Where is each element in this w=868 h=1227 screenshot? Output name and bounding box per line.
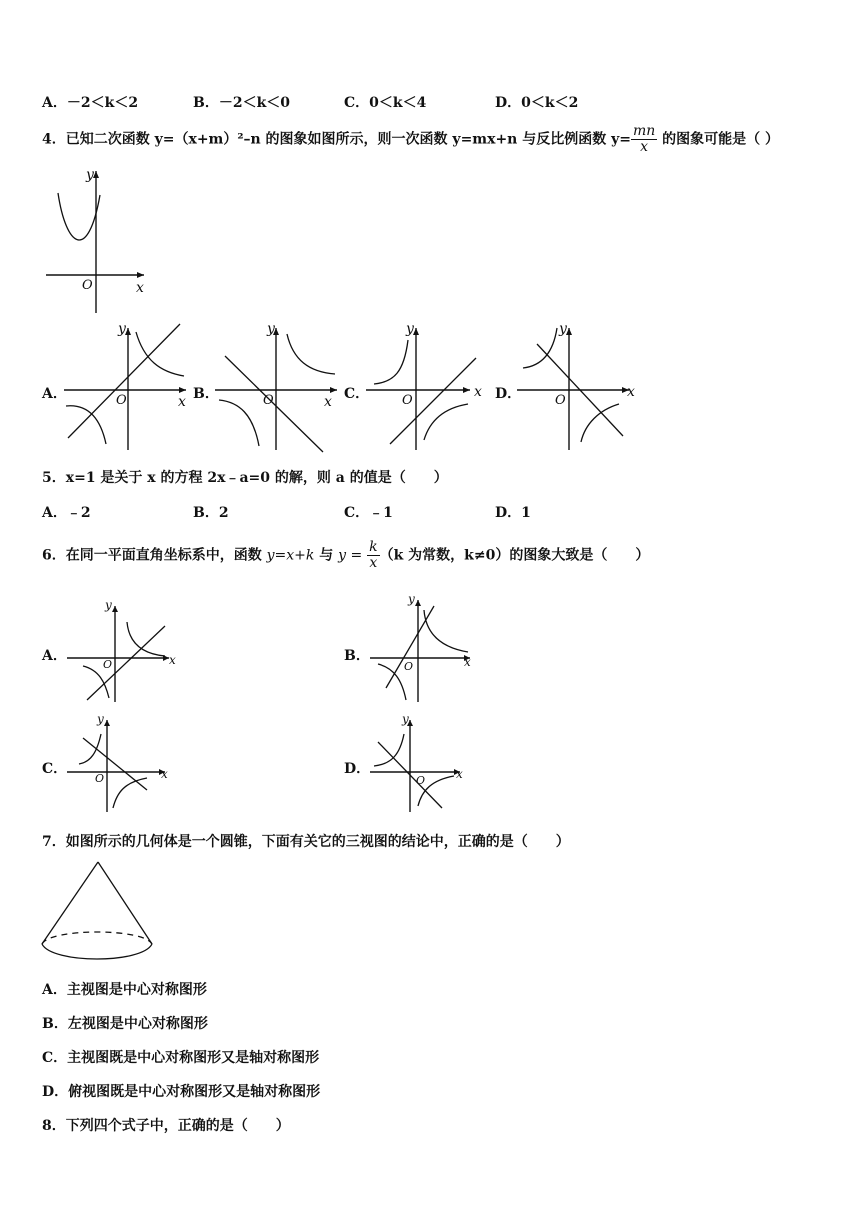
axis-x-label: x <box>136 280 144 296</box>
q4-parabola-graph <box>40 165 150 315</box>
option-letter: D． <box>42 1084 69 1100</box>
q4-option-d-graph[interactable] <box>515 320 665 450</box>
svg-text:O: O <box>103 658 113 671</box>
svg-text:O: O <box>402 393 413 408</box>
svg-text:y: y <box>105 598 112 612</box>
q6-mid: 与 <box>314 547 339 564</box>
q4-option-b-label[interactable]: B． <box>193 386 219 402</box>
q4-fraction <box>631 124 657 155</box>
q4-prefix: 4．已知二次函数 y=（x+m）²–n 的图象如图所示，则一次函数 y=mx+n 与反比例函数 y= <box>42 131 631 148</box>
option-letter: D． <box>495 95 522 111</box>
q7-option-a[interactable] <box>42 979 207 999</box>
svg-text:O: O <box>404 660 414 673</box>
svg-text:y: y <box>559 321 567 337</box>
q5-option-d[interactable] <box>495 502 531 522</box>
q4-frac-den: x <box>640 139 649 155</box>
option-letter: C． <box>344 505 370 521</box>
q6-option-c-label[interactable]: C． <box>42 761 68 777</box>
option-letter: B． <box>193 95 219 111</box>
q7-option-c[interactable] <box>42 1047 319 1067</box>
q3-option-a[interactable] <box>42 92 138 112</box>
svg-text:O: O <box>555 393 566 408</box>
q4-option-d-label[interactable]: D． <box>495 386 522 402</box>
q4-stem <box>42 124 779 155</box>
q5-option-a[interactable] <box>42 502 91 522</box>
option-letter: B． <box>193 505 219 521</box>
option-text: 1 <box>521 505 531 521</box>
option-letter: A． <box>42 95 67 111</box>
q7-stem: 7．如图所示的几何体是一个圆锥，下面有关它的三视图的结论中，正确的是（ ） <box>42 834 570 850</box>
svg-text:y: y <box>402 712 409 726</box>
q6-option-d-graph[interactable] <box>368 712 488 812</box>
svg-text:x: x <box>464 655 471 669</box>
q3-option-d[interactable] <box>495 92 578 112</box>
svg-text:O: O <box>263 393 274 408</box>
option-text: 俯视图既是中心对称图形又是轴对称图形 <box>68 1084 321 1100</box>
q6-func2-lhs: y = <box>338 547 363 564</box>
q5-option-c[interactable] <box>344 502 393 522</box>
option-text: －2＜k＜2 <box>66 95 139 111</box>
q5-option-b[interactable] <box>193 502 229 522</box>
axis-y-label: y <box>86 167 94 183</box>
option-letter: B． <box>42 1016 68 1032</box>
svg-text:x: x <box>178 394 186 410</box>
q6-option-c-graph[interactable] <box>65 712 180 812</box>
origin-label: O <box>82 278 93 293</box>
svg-text:x: x <box>169 653 176 667</box>
option-text: 0＜k＜2 <box>521 95 579 111</box>
option-text: 主视图既是中心对称图形又是轴对称图形 <box>67 1050 320 1066</box>
svg-text:x: x <box>456 767 463 781</box>
option-letter: C． <box>42 1050 68 1066</box>
svg-text:x: x <box>627 384 635 400</box>
svg-text:x: x <box>161 767 168 781</box>
option-text: 2 <box>218 505 229 521</box>
svg-text:O: O <box>416 774 426 787</box>
svg-text:O: O <box>116 393 127 408</box>
svg-text:x: x <box>324 394 332 410</box>
q4-option-a-graph[interactable] <box>62 320 192 450</box>
option-text: ﹣1 <box>369 505 393 521</box>
svg-text:y: y <box>118 321 126 337</box>
svg-text:O: O <box>95 772 105 785</box>
option-text: 0＜k＜4 <box>369 95 427 111</box>
q7-option-d[interactable] <box>42 1081 320 1101</box>
q7-cone-figure <box>38 858 163 968</box>
q4-option-c-graph[interactable] <box>364 320 494 450</box>
q4-option-c-label[interactable]: C． <box>344 386 370 402</box>
q3-option-b[interactable] <box>193 92 290 112</box>
q3-option-c[interactable] <box>344 92 426 112</box>
q6-option-b-graph[interactable] <box>368 592 483 704</box>
option-text: ﹣2 <box>66 505 91 521</box>
option-letter: D． <box>495 505 522 521</box>
option-letter: A． <box>42 982 67 998</box>
q4-frac-num: mn <box>632 123 656 139</box>
q6-option-a-graph[interactable] <box>65 598 180 703</box>
q8-stem: 8．下列四个式子中，正确的是（ ） <box>42 1118 290 1134</box>
q7-option-b[interactable] <box>42 1013 208 1033</box>
svg-text:y: y <box>267 321 275 337</box>
option-text: 左视图是中心对称图形 <box>67 1016 208 1032</box>
option-letter: A． <box>42 505 67 521</box>
q6-option-a-label[interactable]: A． <box>42 648 67 664</box>
q6-func1: y=x+k <box>266 547 315 564</box>
option-text: 主视图是中心对称图形 <box>66 982 207 998</box>
q6-fraction <box>367 540 379 571</box>
q6-stem <box>42 540 649 571</box>
q4-option-b-graph[interactable] <box>213 320 343 450</box>
q6-option-d-label[interactable]: D． <box>344 761 371 777</box>
q6-frac-num: k <box>369 539 378 555</box>
q6-frac-den: x <box>369 555 378 571</box>
svg-text:y: y <box>97 712 104 726</box>
q6-prefix: 6．在同一平面直角坐标系中，函数 <box>42 547 267 564</box>
q6-option-b-label[interactable]: B． <box>344 648 370 664</box>
option-letter: C． <box>344 95 370 111</box>
q5-stem: 5．x=1 是关于 x 的方程 2x﹣a=0 的解，则 a 的值是（ ） <box>42 470 448 486</box>
q4-suffix: 的图象可能是（ ） <box>657 131 780 148</box>
svg-text:x: x <box>474 384 482 400</box>
q6-suffix: （k 为常数，k≠0）的图象大致是（ ） <box>379 547 650 564</box>
q4-option-a-label[interactable]: A． <box>42 386 67 402</box>
option-text: －2＜k＜0 <box>218 95 291 111</box>
svg-text:y: y <box>408 592 415 606</box>
svg-text:y: y <box>406 321 414 337</box>
